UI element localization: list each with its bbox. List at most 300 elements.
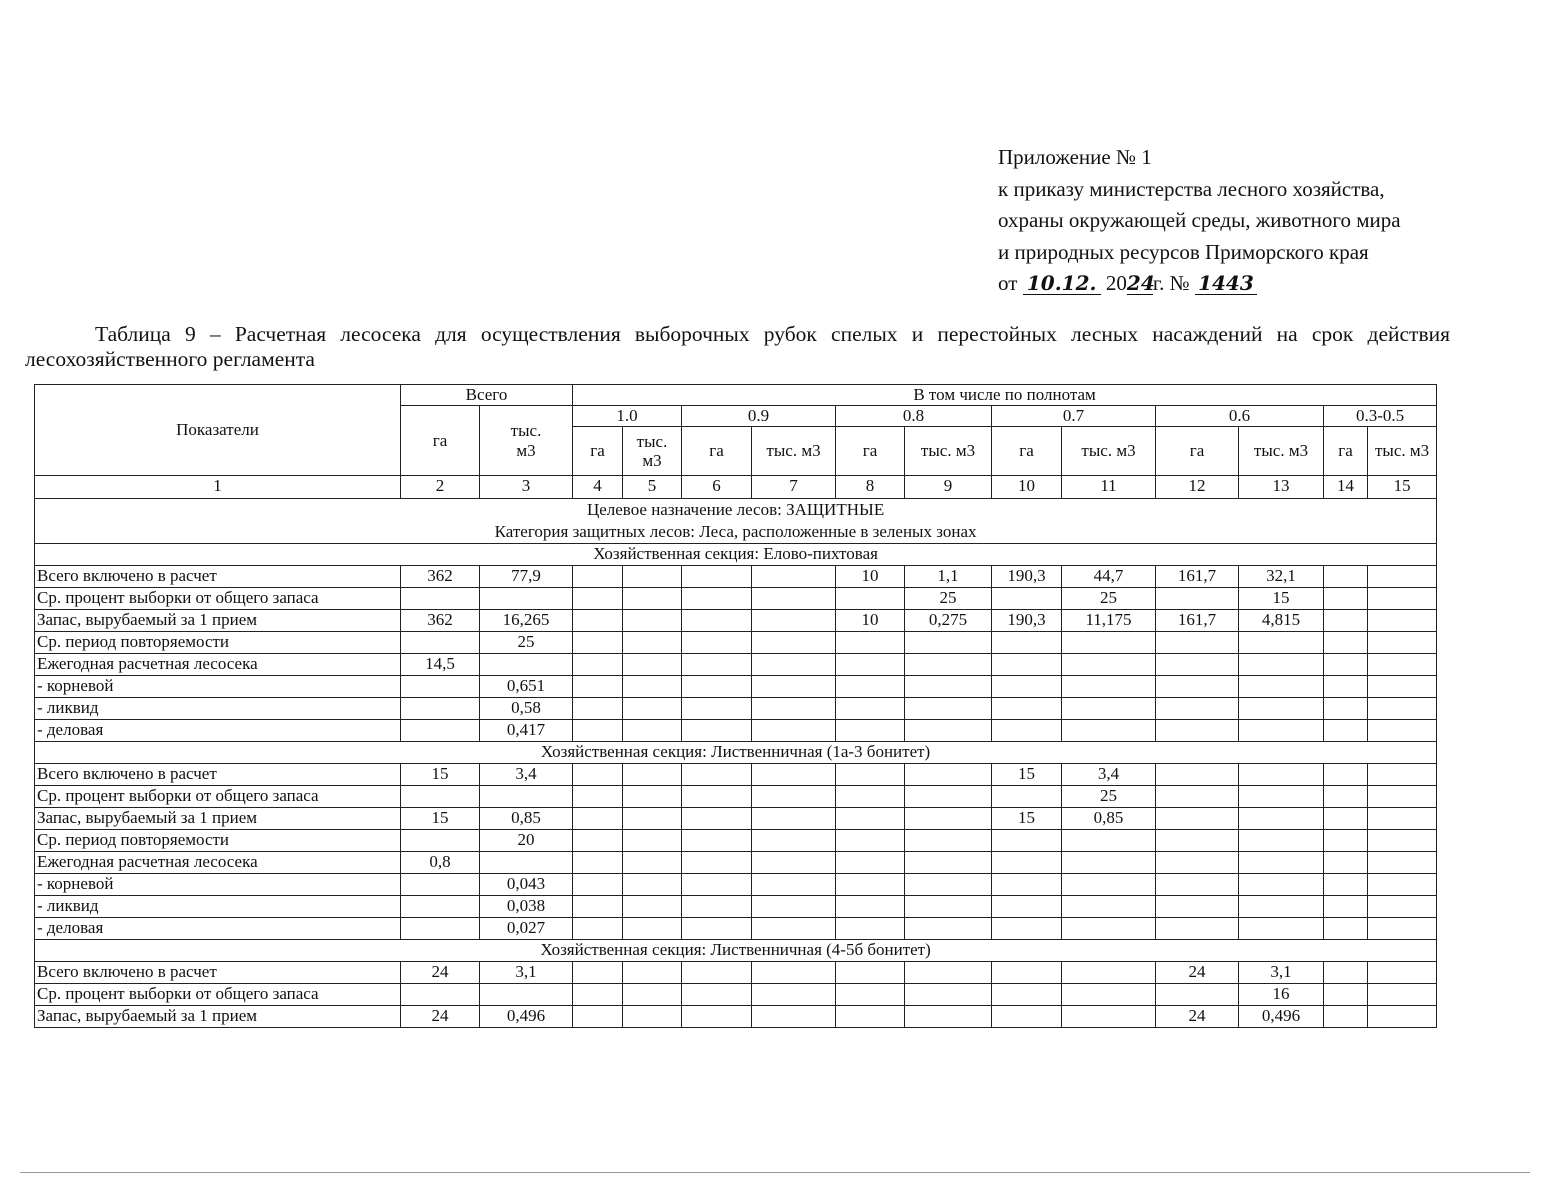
table-cell <box>1368 786 1437 808</box>
table-cell: 362 <box>401 610 480 632</box>
row-label: Запас, вырубаемый за 1 прием <box>35 808 401 830</box>
table-cell: 0,651 <box>480 676 573 698</box>
table-cell <box>401 896 480 918</box>
allowable-cut-table <box>34 384 1437 1028</box>
table-cell <box>401 720 480 742</box>
table-cell <box>682 808 752 830</box>
table-cell: 3,4 <box>480 764 573 786</box>
table-cell <box>1062 676 1156 698</box>
table-cell: 24 <box>1156 1006 1239 1028</box>
table-cell <box>752 610 836 632</box>
row-label: - ликвид <box>35 698 401 720</box>
header-thous-text: тыс. <box>510 420 542 440</box>
table-cell: 0,027 <box>480 918 573 940</box>
table-cell <box>573 786 623 808</box>
table-cell <box>573 808 623 830</box>
table-cell <box>573 632 623 654</box>
table-cell <box>573 610 623 632</box>
table-cell <box>836 786 905 808</box>
table-cell <box>623 720 682 742</box>
table-cell: 0,8 <box>401 852 480 874</box>
table-cell: 161,7 <box>1156 610 1239 632</box>
table-cell <box>905 764 992 786</box>
table-row <box>35 764 1437 786</box>
table-cell <box>682 610 752 632</box>
table-row <box>35 874 1437 896</box>
table-cell <box>836 984 905 1006</box>
table-cell <box>682 852 752 874</box>
table-cell <box>1324 962 1368 984</box>
table-cell <box>905 896 992 918</box>
table-cell: 4,815 <box>1239 610 1324 632</box>
table-cell: 362 <box>401 566 480 588</box>
table-cell <box>992 984 1062 1006</box>
table-cell <box>1324 896 1368 918</box>
table-cell <box>752 720 836 742</box>
table-cell <box>1156 984 1239 1006</box>
header-unit-volume <box>623 427 682 476</box>
header-unit-ha: га <box>1156 427 1239 476</box>
table-cell <box>905 874 992 896</box>
table-cell: 3,4 <box>1062 764 1156 786</box>
table-cell <box>1324 654 1368 676</box>
appendix-year-prefix: 20 <box>1105 271 1127 295</box>
handwritten-date: 10.12. <box>1023 272 1101 295</box>
table-cell <box>1368 588 1437 610</box>
table-cell <box>1368 720 1437 742</box>
table-cell <box>992 830 1062 852</box>
table-cell <box>1239 764 1324 786</box>
table-cell <box>1239 786 1324 808</box>
table-cell <box>401 698 480 720</box>
header-density-0-7: 0.7 <box>992 406 1156 427</box>
table-cell <box>573 874 623 896</box>
table-cell: 0,417 <box>480 720 573 742</box>
table-cell <box>905 1006 992 1028</box>
table-cell: 14,5 <box>401 654 480 676</box>
row-label: - деловая <box>35 918 401 940</box>
table-cell <box>1156 808 1239 830</box>
table-cell <box>1368 808 1437 830</box>
table-cell <box>401 676 480 698</box>
table-cell <box>752 654 836 676</box>
table-cell <box>1239 830 1324 852</box>
table-cell <box>682 874 752 896</box>
table-cell <box>623 1006 682 1028</box>
table-cell <box>401 984 480 1006</box>
table-cell <box>623 918 682 940</box>
table-cell <box>1156 654 1239 676</box>
table-cell: 25 <box>1062 588 1156 610</box>
table-cell <box>992 698 1062 720</box>
table-cell <box>1156 632 1239 654</box>
table-cell <box>682 786 752 808</box>
table-cell <box>905 852 992 874</box>
table-cell <box>1368 874 1437 896</box>
table-row <box>35 918 1437 940</box>
table-cell <box>1156 830 1239 852</box>
table-cell <box>1324 610 1368 632</box>
table-cell <box>1368 566 1437 588</box>
table-cell <box>623 676 682 698</box>
table-cell: 25 <box>1062 786 1156 808</box>
table-cell: 16,265 <box>480 610 573 632</box>
table-cell <box>1368 1006 1437 1028</box>
table-cell <box>623 566 682 588</box>
table-cell <box>682 896 752 918</box>
column-number: 14 <box>1324 476 1368 499</box>
table-cell <box>1324 588 1368 610</box>
table-cell <box>992 1006 1062 1028</box>
table-cell <box>682 654 752 676</box>
table-cell <box>573 1006 623 1028</box>
table-cell <box>623 698 682 720</box>
table-cell <box>401 632 480 654</box>
table-cell <box>1156 698 1239 720</box>
table-cell <box>623 874 682 896</box>
table-cell <box>752 852 836 874</box>
table-cell <box>573 918 623 940</box>
section-title: Хозяйственная секция: Лиственничная (4-5б бонитет) <box>35 940 1437 962</box>
table-cell: 77,9 <box>480 566 573 588</box>
appendix-line-2: к приказу министерства лесного хозяйства, <box>998 176 1385 201</box>
header-density-0-8: 0.8 <box>836 406 992 427</box>
table-cell <box>836 1006 905 1028</box>
table-cell <box>682 984 752 1006</box>
row-label: Ежегодная расчетная лесосека <box>35 852 401 874</box>
table-cell: 0,043 <box>480 874 573 896</box>
table-cell <box>623 764 682 786</box>
column-number: 8 <box>836 476 905 499</box>
table-cell <box>752 566 836 588</box>
table-cell <box>1324 786 1368 808</box>
table-cell <box>1324 852 1368 874</box>
table-cell <box>1368 830 1437 852</box>
table-cell <box>1239 852 1324 874</box>
table-cell <box>480 984 573 1006</box>
table-cell <box>836 830 905 852</box>
row-label: Ср. процент выборки от общего запаса <box>35 786 401 808</box>
table-row <box>35 610 1437 632</box>
table-cell <box>1156 918 1239 940</box>
table-cell <box>836 588 905 610</box>
table-cell <box>992 962 1062 984</box>
row-label: Всего включено в расчет <box>35 962 401 984</box>
table-cell <box>836 676 905 698</box>
table-cell <box>1156 764 1239 786</box>
column-number: 9 <box>905 476 992 499</box>
table-cell <box>905 676 992 698</box>
table-row <box>35 588 1437 610</box>
table-cell: 0,85 <box>480 808 573 830</box>
table-cell <box>905 962 992 984</box>
table-cell <box>752 896 836 918</box>
table-row <box>35 676 1437 698</box>
table-cell <box>1062 1006 1156 1028</box>
header-density-1-0: 1.0 <box>573 406 682 427</box>
table-cell <box>573 676 623 698</box>
table-cell <box>905 720 992 742</box>
table-cell: 25 <box>480 632 573 654</box>
table-cell <box>905 786 992 808</box>
header-unit-ha: га <box>1324 427 1368 476</box>
table-cell <box>682 676 752 698</box>
table-cell <box>573 764 623 786</box>
table-cell <box>1239 874 1324 896</box>
table-cell <box>1368 610 1437 632</box>
table-cell <box>1324 984 1368 1006</box>
table-cell <box>752 632 836 654</box>
table-cell <box>623 896 682 918</box>
table-cell <box>1324 874 1368 896</box>
table-cell <box>682 698 752 720</box>
table-cell: 10 <box>836 566 905 588</box>
table-cell: 15 <box>401 808 480 830</box>
table-cell <box>1368 698 1437 720</box>
table-cell <box>1239 896 1324 918</box>
header-unit-volume: тыс. м3 <box>905 427 992 476</box>
table-cell <box>682 566 752 588</box>
header-unit-volume: тыс. м3 <box>752 427 836 476</box>
table-cell: 16 <box>1239 984 1324 1006</box>
table-cell <box>682 720 752 742</box>
table-cell <box>992 676 1062 698</box>
table-cell: 15 <box>401 764 480 786</box>
table-cell <box>682 1006 752 1028</box>
table-cell <box>836 632 905 654</box>
table-row <box>35 852 1437 874</box>
table-cell <box>623 984 682 1006</box>
table-cell <box>905 918 992 940</box>
row-label: Запас, вырубаемый за 1 прием <box>35 1006 401 1028</box>
table-cell <box>1239 720 1324 742</box>
header-total-ha: га <box>401 406 480 476</box>
table-cell <box>401 588 480 610</box>
table-cell <box>752 764 836 786</box>
table-cell: 25 <box>905 588 992 610</box>
table-cell <box>1062 874 1156 896</box>
table-cell <box>992 918 1062 940</box>
column-number: 2 <box>401 476 480 499</box>
scan-edge-line <box>20 1172 1530 1173</box>
table-cell <box>480 588 573 610</box>
table-cell <box>1239 918 1324 940</box>
table-row <box>35 896 1437 918</box>
table-cell <box>1062 962 1156 984</box>
column-number: 3 <box>480 476 573 499</box>
table-cell <box>623 808 682 830</box>
table-cell <box>1156 786 1239 808</box>
table-cell <box>682 764 752 786</box>
table-cell <box>1062 632 1156 654</box>
table-cell <box>480 786 573 808</box>
row-label: Всего включено в расчет <box>35 764 401 786</box>
table-cell <box>573 852 623 874</box>
table-cell <box>752 808 836 830</box>
row-label: - ликвид <box>35 896 401 918</box>
table-cell <box>401 786 480 808</box>
table-cell: 0,038 <box>480 896 573 918</box>
protective-category: Категория защитных лесов: Леса, расположенные в зеленых зонах <box>494 522 977 541</box>
table-cell: 0,496 <box>1239 1006 1324 1028</box>
table-cell <box>1324 808 1368 830</box>
table-cell <box>1324 676 1368 698</box>
table-row <box>35 1006 1437 1028</box>
row-label: Ср. период повторяемости <box>35 632 401 654</box>
table-cell: 24 <box>401 962 480 984</box>
column-number: 5 <box>623 476 682 499</box>
table-cell <box>573 984 623 1006</box>
table-cell: 15 <box>1239 588 1324 610</box>
table-cell <box>752 874 836 896</box>
table-cell <box>623 654 682 676</box>
table-cell <box>752 1006 836 1028</box>
table-cell <box>573 962 623 984</box>
table-cell <box>1368 852 1437 874</box>
table-cell <box>573 720 623 742</box>
table-cell <box>992 632 1062 654</box>
appendix-date-line <box>998 268 1528 300</box>
table-cell <box>1062 984 1156 1006</box>
table-cell <box>1156 852 1239 874</box>
table-cell: 0,85 <box>1062 808 1156 830</box>
table-cell <box>573 698 623 720</box>
column-number: 15 <box>1368 476 1437 499</box>
handwritten-year: 24 <box>1126 271 1155 295</box>
table-cell <box>905 632 992 654</box>
section-title: Хозяйственная секция: Елово-пихтовая <box>35 544 1437 566</box>
table-cell <box>623 962 682 984</box>
table-row <box>35 566 1437 588</box>
appendix-from-label: от <box>998 271 1018 295</box>
table-cell <box>1368 984 1437 1006</box>
table-cell <box>836 896 905 918</box>
table-cell <box>1062 698 1156 720</box>
table-cell <box>752 588 836 610</box>
table-cell: 24 <box>401 1006 480 1028</box>
column-number: 10 <box>992 476 1062 499</box>
row-label: - деловая <box>35 720 401 742</box>
table-cell <box>836 698 905 720</box>
table-cell <box>905 984 992 1006</box>
handwritten-number: 1443 <box>1195 272 1257 295</box>
header-thous-text: тыс. <box>636 432 668 451</box>
column-number: 6 <box>682 476 752 499</box>
table-cell <box>1324 764 1368 786</box>
table-cell <box>1368 654 1437 676</box>
purpose-header <box>35 499 1437 544</box>
table-cell <box>480 852 573 874</box>
header-density-0-3-0-5: 0.3-0.5 <box>1324 406 1437 427</box>
table-cell: 3,1 <box>1239 962 1324 984</box>
table-cell <box>401 830 480 852</box>
table-cell <box>401 874 480 896</box>
row-label: - корневой <box>35 874 401 896</box>
table-row <box>35 654 1437 676</box>
forest-purpose: Целевое назначение лесов: ЗАЩИТНЫЕ <box>586 500 885 519</box>
row-label: - корневой <box>35 676 401 698</box>
table-cell <box>1368 962 1437 984</box>
table-cell <box>1239 632 1324 654</box>
table-cell <box>836 852 905 874</box>
table-cell <box>1156 874 1239 896</box>
table-cell <box>1239 654 1324 676</box>
table-cell <box>623 786 682 808</box>
table-row <box>35 698 1437 720</box>
table-row <box>35 720 1437 742</box>
header-unit-ha: га <box>682 427 752 476</box>
table-cell <box>752 984 836 1006</box>
appendix-line-4: и природных ресурсов Приморского края <box>998 239 1369 264</box>
table-cell <box>1062 918 1156 940</box>
header-total-volume <box>480 406 573 476</box>
table-cell <box>1368 918 1437 940</box>
table-cell <box>1368 676 1437 698</box>
table-cell <box>1156 720 1239 742</box>
table-cell <box>1062 852 1156 874</box>
table-cell: 44,7 <box>1062 566 1156 588</box>
column-number: 1 <box>35 476 401 499</box>
header-unit-volume: тыс. м3 <box>1062 427 1156 476</box>
table-cell <box>992 852 1062 874</box>
table-cell <box>836 654 905 676</box>
table-cell: 0,58 <box>480 698 573 720</box>
table-cell <box>573 896 623 918</box>
section-title: Хозяйственная секция: Лиственничная (1а-3 бонитет) <box>35 742 1437 764</box>
row-label: Всего включено в расчет <box>35 566 401 588</box>
table-cell <box>682 632 752 654</box>
column-number: 11 <box>1062 476 1156 499</box>
table-cell <box>836 720 905 742</box>
table-cell <box>1239 676 1324 698</box>
table-cell <box>480 654 573 676</box>
header-total: Всего <box>401 385 573 406</box>
table-cell <box>573 654 623 676</box>
table-cell <box>623 610 682 632</box>
header-unit-ha: га <box>992 427 1062 476</box>
table-cell <box>1324 918 1368 940</box>
table-cell <box>573 566 623 588</box>
table-cell: 15 <box>992 764 1062 786</box>
table-cell <box>752 918 836 940</box>
table-cell <box>682 588 752 610</box>
appendix-number-label: г. № <box>1152 271 1190 295</box>
table-cell <box>682 962 752 984</box>
table-cell <box>992 654 1062 676</box>
table-cell <box>573 830 623 852</box>
table-cell <box>1368 896 1437 918</box>
table-cell <box>836 874 905 896</box>
table-row <box>35 786 1437 808</box>
row-label: Ср. период повторяемости <box>35 830 401 852</box>
table-cell <box>992 896 1062 918</box>
appendix-title: Приложение № 1 <box>998 145 1152 169</box>
table-cell <box>1324 566 1368 588</box>
table-cell <box>623 830 682 852</box>
table-cell <box>623 852 682 874</box>
table-cell: 1,1 <box>905 566 992 588</box>
table-cell <box>1062 830 1156 852</box>
table-cell <box>682 918 752 940</box>
table-cell <box>1062 896 1156 918</box>
table-cell: 190,3 <box>992 566 1062 588</box>
appendix-block <box>998 142 1528 300</box>
header-unit-volume: тыс. м3 <box>1239 427 1324 476</box>
header-density-0-9: 0.9 <box>682 406 836 427</box>
table-cell <box>836 764 905 786</box>
table-cell <box>1156 896 1239 918</box>
table-cell <box>1324 720 1368 742</box>
